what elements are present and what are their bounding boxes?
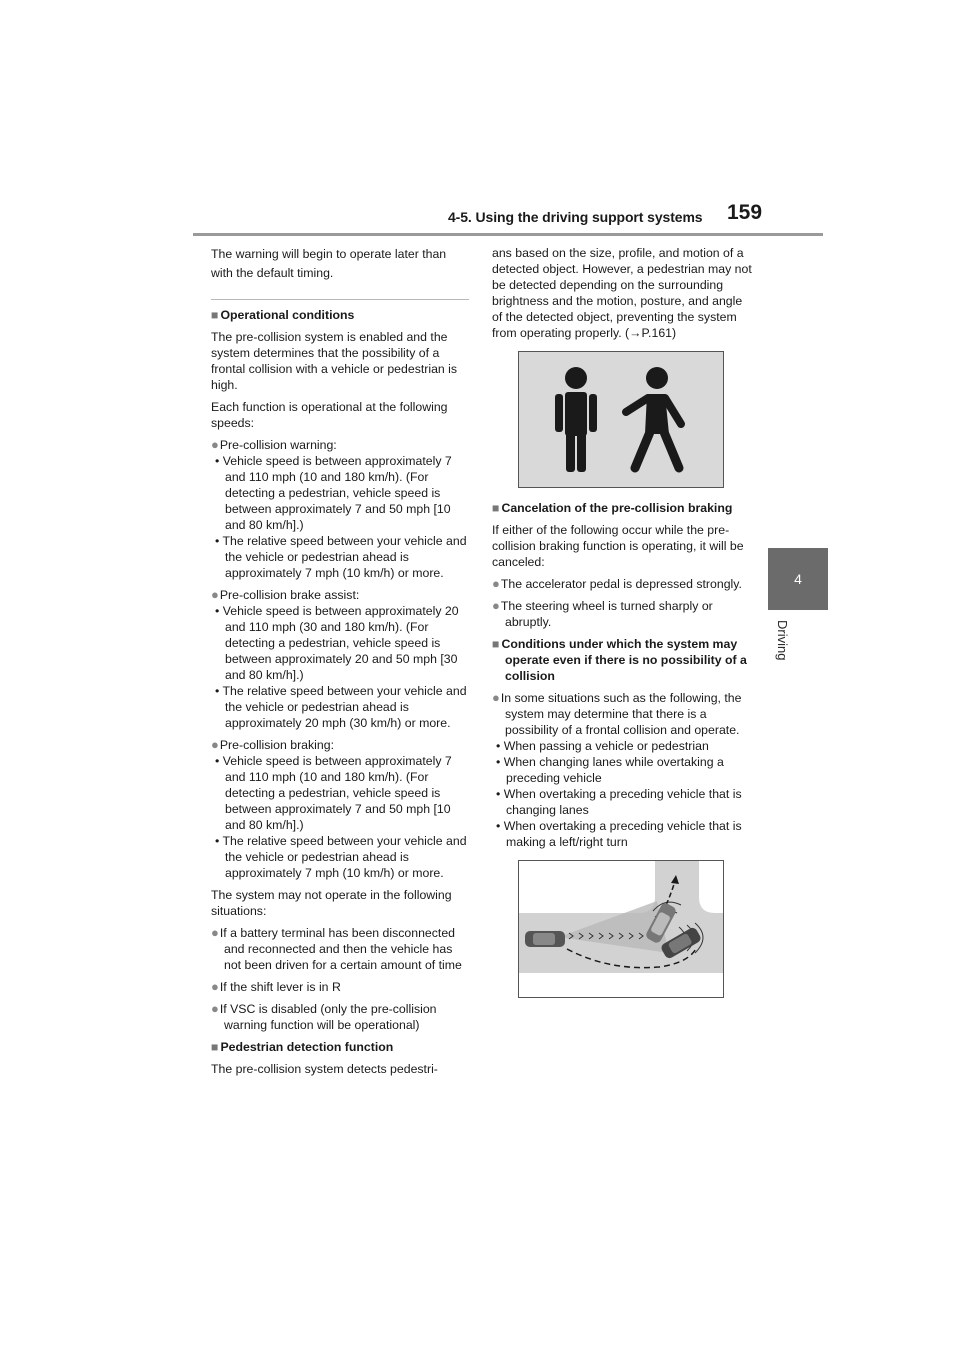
round-bullet-icon: ●: [211, 925, 219, 940]
round-bullet-icon: ●: [211, 437, 219, 452]
round-bullet-icon: ●: [492, 598, 500, 613]
page-number: 159: [727, 201, 763, 224]
warning-item: ●Pre-collision warning:: [211, 437, 337, 452]
pedestrian-paragraph-start: The pre-collision system detects pedestri-: [211, 1062, 438, 1076]
square-bullet-icon: ■: [492, 501, 500, 515]
no-operate-item: ●If a battery terminal has been disconnected and reconnected and then the vehicle has not been driven for a certain amount of time: [211, 925, 462, 972]
not-operate-paragraph: The system may not operate in the following situations:: [211, 888, 452, 918]
square-bullet-icon: ■: [211, 308, 219, 322]
square-bullet-icon: ■: [211, 1040, 219, 1054]
round-bullet-icon: ●: [492, 576, 500, 591]
warning-subitem: • Vehicle speed is between approximately 7 and 110 mph (10 and 180 km/h). (For detecting a pedestrian, vehicle speed is between approximately 7 and 50 mph [10 and 80 km/h].): [215, 454, 452, 532]
pedestrian-paragraph-continued: ans based on the size, profile, and motion of a detected object. However, a pedestrian may not be detected depending on the surrounding brightness and the motion, posture, and angle of the detected object, preventing the system from operating properly. (→P.161): [492, 246, 752, 340]
round-bullet-icon: ●: [211, 979, 219, 994]
round-bullet-icon: ●: [211, 737, 219, 752]
round-bullet-icon: ●: [211, 587, 219, 602]
brake-assist-subitem: • The relative speed between your vehicle and the vehicle or pedestrian ahead is approximately 20 mph (30 km/h) or more.: [215, 684, 467, 730]
warning-subitem: • The relative speed between your vehicle and the vehicle or pedestrian ahead is approximately 7 mph (10 km/h) or more.: [215, 534, 467, 580]
braking-subitem: • The relative speed between your vehicle and the vehicle or pedestrian ahead is approximately 7 mph (10 km/h) or more.: [215, 834, 467, 880]
braking-subitem: • Vehicle speed is between approximately 7 and 110 mph (10 and 180 km/h). (For detecting a pedestrian, vehicle speed is between approximately 7 and 50 mph [10 and 80 km/h].): [215, 754, 452, 832]
header-rule: [193, 233, 823, 236]
cancel-item: ●The steering wheel is turned sharply or abruptly.: [492, 598, 713, 629]
brake-assist-subitem: • Vehicle speed is between approximately 20 and 110 mph (30 and 180 km/h). (For detecting a pedestrian, vehicle speed is between approximately 20 and 50 mph [30 and 80 km/h].): [215, 604, 459, 682]
left-column: [211, 245, 469, 1083]
round-bullet-icon: ●: [492, 690, 500, 705]
no-operate-item: ●If VSC is disabled (only the pre-collision warning function will be operational): [211, 1001, 437, 1032]
brake-assist-item: ●Pre-collision brake assist:: [211, 587, 360, 602]
pedestrian-illustration: [518, 351, 724, 488]
chapter-label: Driving: [775, 620, 790, 661]
operational-paragraph: The pre-collision system is enabled and the system determines that the possibility of a frontal collision with a vehicle or pedestrian is high.: [211, 330, 458, 392]
car-icon: [525, 931, 565, 947]
braking-item: ●Pre-collision braking:: [211, 737, 334, 752]
conditions-subitem: • When overtaking a preceding vehicle that is making a left/right turn: [496, 819, 742, 849]
intro-paragraph: The warning will begin to operate later than with the default timing.: [211, 247, 447, 280]
operational-conditions-heading: ■ Operational conditions: [211, 308, 355, 322]
cancel-item: ●The accelerator pedal is depressed strongly.: [492, 576, 742, 591]
conditions-subitem: • When overtaking a preceding vehicle that is changing lanes: [496, 787, 742, 817]
no-operate-item: ●If the shift lever is in R: [211, 979, 341, 994]
chapter-number: 4: [794, 571, 802, 587]
cancelation-paragraph: If either of the following occur while the pre-collision braking function is operating, it will be canceled:: [492, 523, 744, 569]
round-bullet-icon: ●: [211, 1001, 219, 1016]
section-divider: [211, 299, 469, 300]
false-activation-heading: ■ Conditions under which the system may operate even if there is no possibility of a collision: [492, 637, 747, 683]
conditions-subitem: • When changing lanes while overtaking a preceding vehicle: [496, 755, 724, 785]
right-column: [492, 245, 752, 1010]
pedestrian-detection-heading: ■ Pedestrian detection function: [211, 1040, 394, 1054]
conditions-subitem: • When passing a vehicle or pedestrian: [496, 739, 709, 753]
speeds-paragraph: Each function is operational at the following speeds:: [211, 400, 448, 430]
overtaking-illustration: [518, 860, 724, 998]
conditions-item: ●In some situations such as the following, the system may determine that there is a possibility of a frontal collision and operate.: [492, 690, 742, 737]
cancelation-heading: ■ Cancelation of the pre-collision braking: [492, 501, 733, 515]
chapter-tab: [768, 548, 828, 610]
section-title: 4-5. Using the driving support systems: [448, 209, 703, 225]
square-bullet-icon: ■: [492, 637, 500, 651]
